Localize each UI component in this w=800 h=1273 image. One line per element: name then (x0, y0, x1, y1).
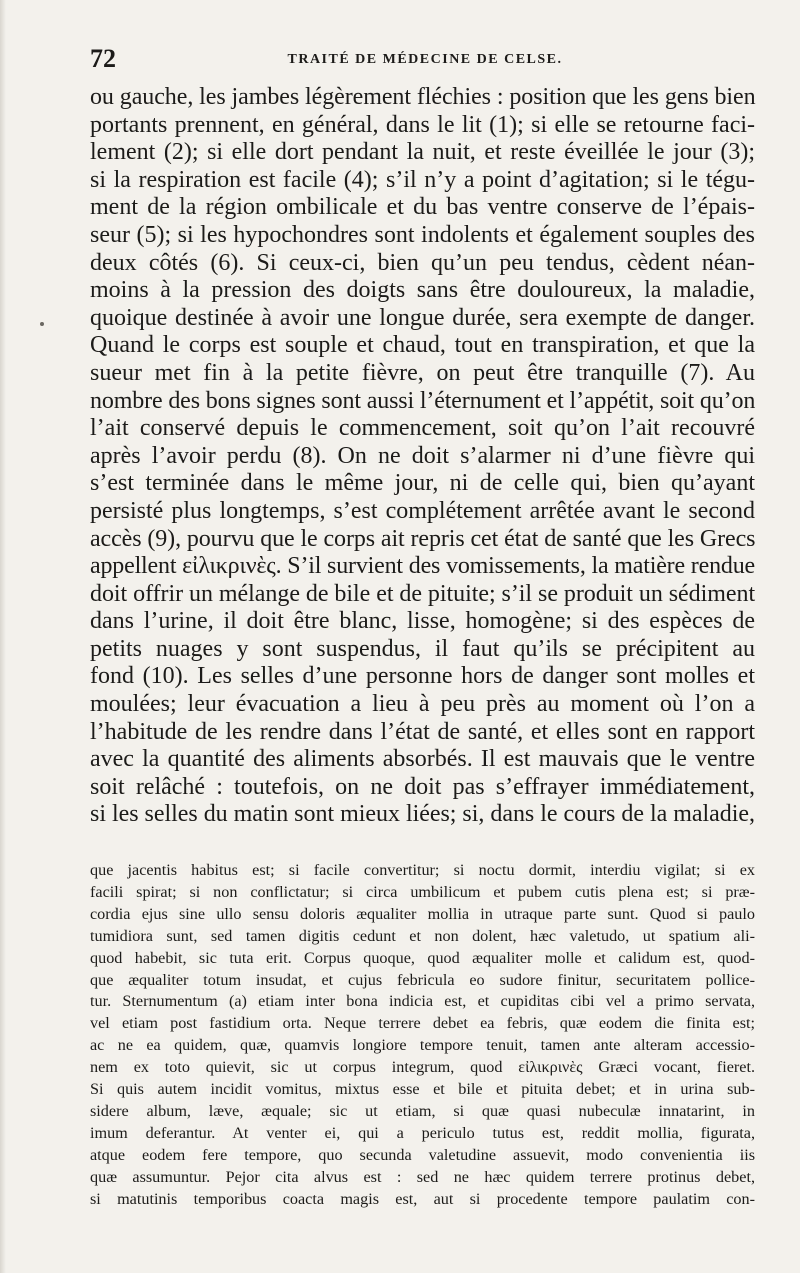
main-text-line: fond (10). Les selles d’une personne hors de danger sont molles et (90, 663, 755, 690)
footnote-line: facili spirat; si non conflictatur; si circa umbilicum et pubem cutis plena est; si præ- (90, 882, 755, 901)
main-text-line: appellent εἰλικρινὲς. S’il survient des vomissements, la matière rendue (90, 553, 755, 580)
main-text-line: doit offrir un mélange de bile et de pituite; s’il se produit un sédiment (90, 580, 756, 607)
running-title: TRAITÉ DE MÉDECINE DE CELSE. (287, 52, 563, 67)
main-text-line: dans l’urine, il doit être blanc, lisse, homogène; si des espèces de (90, 608, 755, 635)
main-text-line: si la respiration est facile (4); s’il n’y a point d’agitation; si le tégu- (90, 166, 755, 193)
main-text-line: l’habitude de les rendre dans l’état de santé, et elles sont en rapport (90, 718, 755, 745)
footnote-line: tumidiora sunt, sed tamen digitis cedunt et non dolent, hæc valetudo, ut spatium ali- (90, 926, 755, 945)
main-text-line: ment de la région ombilicale et du bas ventre conserve de l’épais- (90, 194, 755, 221)
latin-footnote (90, 860, 755, 1211)
main-text-line: accès (9), pourvu que le corps ait repris cet état de santé que les Grecs (90, 525, 756, 552)
margin-dot-mark (40, 322, 44, 326)
main-text-line: sueur met fin à la petite fièvre, on peut être tranquille (7). Au (90, 359, 755, 386)
main-text-line: moins à la pression des doigts sans être douloureux, la maladie, (90, 277, 755, 304)
footnote-line: que jacentis habitus est; si facile convertitur; si noctu dormit, interdiu vigilat; si ex (90, 861, 755, 879)
main-text-line: seur (5); si les hypochondres sont indolents et également souples des (90, 221, 755, 248)
footnote-line: que æqualiter totum insudat, et cujus febricula eo sudore finitur, securitatem pollice- (90, 970, 755, 989)
main-text-line: portants prennent, en général, dans le lit (1); si elle se retourne faci- (90, 111, 755, 138)
footnote-line: Si quis autem incidit vomitus, mixtus esse et bile et pituita debet; et in urina sub- (90, 1080, 755, 1099)
main-text-line: après l’avoir perdu (8). On ne doit s’alarmer ni d’une fièvre qui (90, 442, 755, 469)
main-text-line: quoique destinée à avoir une longue durée, sera exempte de danger. (90, 304, 755, 331)
footnote-line: cordia ejus sine ullo sensu doloris æqualiter mollia in utraque parte sunt. Quod si paulo (90, 904, 755, 923)
main-text-line: ou gauche, les jambes légèrement fléchies : position que les gens bien (90, 84, 756, 110)
main-text-body (90, 84, 755, 829)
page-edge-shadow (0, 0, 6, 1273)
footnote-line: quod habebit, sic tuta erit. Corpus quoque, quod æqualiter molle et calidum est, quod- (90, 948, 755, 967)
main-text-line: s’est terminée dans le même jour, ni de celle qui, bien qu’ayant (90, 470, 755, 497)
footnote-line: si matutinis temporibus coacta magis est, aut si procedente tempore paulatim con- (90, 1189, 755, 1208)
footnote-line: ac ne ea quidem, quæ, quamvis longiore tempore tenuit, tamen ante alteram accessio- (90, 1036, 755, 1055)
footnote-line: atque eodem fere tempore, quo secunda valetudine assuevit, modo convenientia iis (90, 1145, 755, 1164)
main-text-line: Quand le corps est souple et chaud, tout en transpiration, et que la (90, 332, 755, 359)
footnote-line: nem ex toto quievit, sic ut corpus integrum, quod εἰλικρινὲς Græci vocant, fieret. (90, 1058, 755, 1077)
page-header (90, 42, 760, 76)
main-text-line: deux côtés (6). Si ceux-ci, bien qu’un peu tendus, cèdent néan- (90, 249, 755, 276)
main-text-line: l’ait conservé depuis le commencement, soit qu’on l’ait recouvré (90, 415, 755, 442)
main-text-line: soit relâché : toutefois, on ne doit pas s’effrayer immédiatement, (90, 773, 755, 800)
main-text-line: moulées; leur évacuation a lieu à peu près au moment où l’on a (90, 691, 755, 718)
main-text-line: nombre des bons signes sont aussi l’éternument et l’appétit, soit qu’on (90, 387, 756, 414)
footnote-line: tur. Sternumentum (a) etiam inter bona indicia est, et cupiditas cibi vel a primo servata, (90, 992, 755, 1011)
main-text-line: avec la quantité des aliments absorbés. Il est mauvais que le ventre (90, 746, 755, 773)
main-text-line: persisté plus longtemps, s’est complétement arrêtée avant le second (90, 497, 755, 524)
footnote-line: vel etiam post fastidium orta. Neque terrere debet ea febris, quæ eodem die finita est; (90, 1014, 755, 1033)
footnote-line: imum deferantur. At venter ei, qui a periculo tutus est, reddit mollia, figurata, (90, 1123, 755, 1142)
main-text-line: si les selles du matin sont mieux liées; si, dans le cours de la maladie, (90, 801, 755, 828)
main-text-line: lement (2); si elle dort pendant la nuit, et reste éveillée le jour (3); (90, 139, 755, 166)
main-text-line: petits nuages y sont suspendus, il faut qu’ils se précipitent au (90, 635, 755, 662)
footnote-line: quæ assumuntur. Pejor cita alvus est : sed ne hæc quidem terrere protinus debet, (90, 1167, 755, 1186)
page-number: 72 (90, 44, 116, 73)
footnote-line: sidere album, læve, æquale; sic ut etiam, si quæ quasi nubeculæ innatarint, in (90, 1101, 755, 1120)
